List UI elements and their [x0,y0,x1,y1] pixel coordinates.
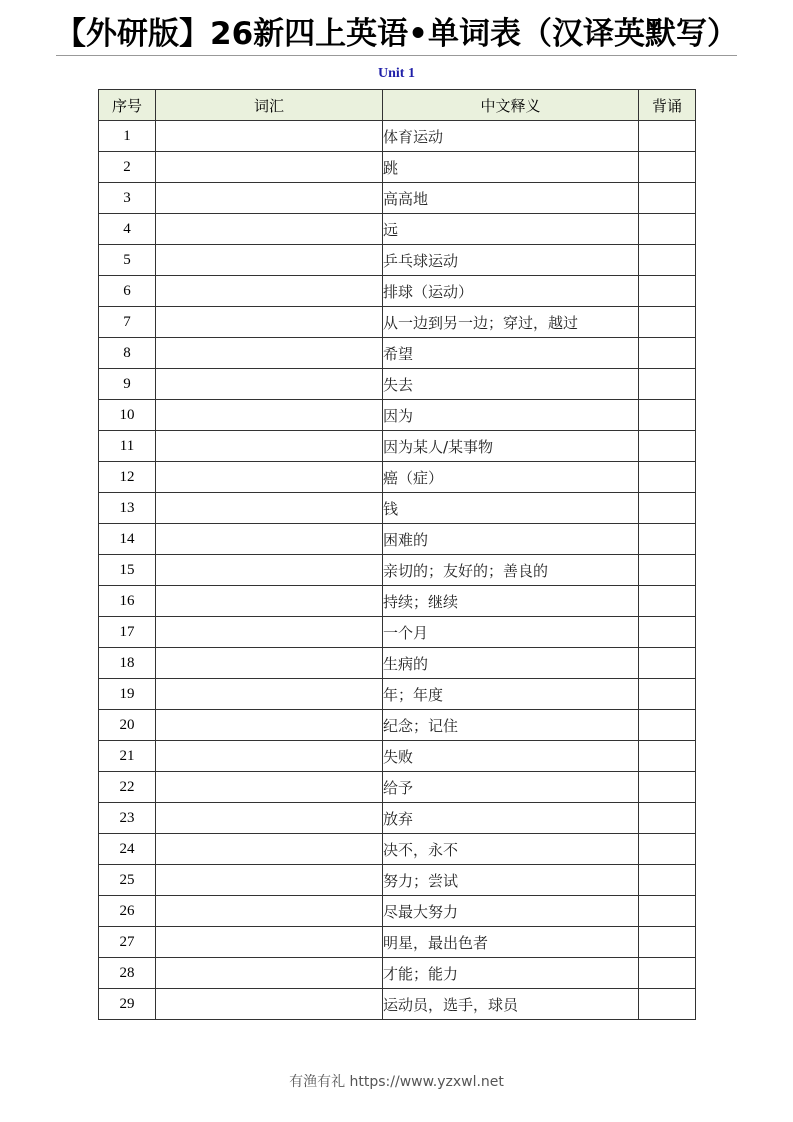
chinese-meaning: 运动员，选手，球员 [383,989,639,1020]
row-number: 9 [99,369,156,400]
table-row [99,803,696,834]
recite-check-cell[interactable] [639,214,696,245]
word-answer-cell[interactable] [156,245,383,276]
chinese-meaning: 乒乓球运动 [383,245,639,276]
word-answer-cell[interactable] [156,865,383,896]
word-answer-cell[interactable] [156,214,383,245]
word-answer-cell[interactable] [156,989,383,1020]
chinese-meaning: 才能；能力 [383,958,639,989]
chinese-meaning: 给予 [383,772,639,803]
word-answer-cell[interactable] [156,927,383,958]
chinese-meaning: 困难的 [383,524,639,555]
recite-check-cell[interactable] [639,803,696,834]
recite-check-cell[interactable] [639,431,696,462]
recite-check-cell[interactable] [639,586,696,617]
table-row [99,245,696,276]
table-row [99,679,696,710]
chinese-meaning: 明星，最出色者 [383,927,639,958]
chinese-meaning: 跳 [383,152,639,183]
row-number: 28 [99,958,156,989]
recite-check-cell[interactable] [639,524,696,555]
table-body [99,121,696,1020]
word-answer-cell[interactable] [156,803,383,834]
row-number: 12 [99,462,156,493]
word-answer-cell[interactable] [156,152,383,183]
row-number: 11 [99,431,156,462]
row-number: 2 [99,152,156,183]
row-number: 14 [99,524,156,555]
row-number: 13 [99,493,156,524]
row-number: 15 [99,555,156,586]
chinese-meaning: 生病的 [383,648,639,679]
table-row [99,121,696,152]
row-number: 26 [99,896,156,927]
table-row [99,183,696,214]
page-footer: 有渔有礼 https://www.yzxwl.net [289,1074,504,1090]
table-row [99,307,696,338]
chinese-meaning: 失败 [383,741,639,772]
word-answer-cell[interactable] [156,648,383,679]
recite-check-cell[interactable] [639,772,696,803]
row-number: 19 [99,679,156,710]
chinese-meaning: 因为 [383,400,639,431]
table-row [99,524,696,555]
row-number: 29 [99,989,156,1020]
recite-check-cell[interactable] [639,958,696,989]
word-answer-cell[interactable] [156,958,383,989]
word-answer-cell[interactable] [156,493,383,524]
chinese-meaning: 一个月 [383,617,639,648]
word-answer-cell[interactable] [156,462,383,493]
recite-check-cell[interactable] [639,865,696,896]
recite-check-cell[interactable] [639,710,696,741]
word-answer-cell[interactable] [156,307,383,338]
chinese-meaning: 持续；继续 [383,586,639,617]
chinese-meaning: 纪念；记住 [383,710,639,741]
header-meaning: 中文释义 [383,90,639,121]
row-number: 4 [99,214,156,245]
row-number: 6 [99,276,156,307]
header-number: 序号 [99,90,156,121]
row-number: 21 [99,741,156,772]
table-header-row [99,90,696,121]
word-answer-cell[interactable] [156,772,383,803]
chinese-meaning: 年；年度 [383,679,639,710]
chinese-meaning: 失去 [383,369,639,400]
word-answer-cell[interactable] [156,183,383,214]
recite-check-cell[interactable] [639,834,696,865]
chinese-meaning: 从一边到另一边；穿过，越过 [383,307,639,338]
row-number: 23 [99,803,156,834]
table-row [99,989,696,1020]
table-row [99,555,696,586]
recite-check-cell[interactable] [639,276,696,307]
recite-check-cell[interactable] [639,400,696,431]
recite-check-cell[interactable] [639,369,696,400]
recite-check-cell[interactable] [639,679,696,710]
table-row [99,431,696,462]
page-title: 【外研版】26新四上英语•单词表（汉译英默写） [55,16,738,52]
table-row [99,617,696,648]
table-row [99,741,696,772]
chinese-meaning: 排球（运动） [383,276,639,307]
chinese-meaning: 钱 [383,493,639,524]
word-answer-cell[interactable] [156,524,383,555]
row-number: 5 [99,245,156,276]
row-number: 17 [99,617,156,648]
table-row [99,462,696,493]
table-row [99,710,696,741]
recite-check-cell[interactable] [639,245,696,276]
word-answer-cell[interactable] [156,338,383,369]
word-answer-cell[interactable] [156,431,383,462]
row-number: 10 [99,400,156,431]
row-number: 8 [99,338,156,369]
table-row [99,586,696,617]
table-row [99,276,696,307]
chinese-meaning: 远 [383,214,639,245]
table-row [99,369,696,400]
word-answer-cell[interactable] [156,586,383,617]
table-row [99,493,696,524]
recite-check-cell[interactable] [639,927,696,958]
recite-check-cell[interactable] [639,555,696,586]
recite-check-cell[interactable] [639,648,696,679]
chinese-meaning: 癌（症） [383,462,639,493]
word-answer-cell[interactable] [156,710,383,741]
recite-check-cell[interactable] [639,989,696,1020]
vocabulary-table [98,89,696,1020]
chinese-meaning: 体育运动 [383,121,639,152]
recite-check-cell[interactable] [639,617,696,648]
word-answer-cell[interactable] [156,555,383,586]
word-answer-cell[interactable] [156,896,383,927]
row-number: 20 [99,710,156,741]
row-number: 3 [99,183,156,214]
recite-check-cell[interactable] [639,152,696,183]
row-number: 7 [99,307,156,338]
row-number: 24 [99,834,156,865]
word-answer-cell[interactable] [156,679,383,710]
recite-check-cell[interactable] [639,896,696,927]
table-row [99,152,696,183]
recite-check-cell[interactable] [639,121,696,152]
word-answer-cell[interactable] [156,369,383,400]
chinese-meaning: 高高地 [383,183,639,214]
table-row [99,648,696,679]
recite-check-cell[interactable] [639,493,696,524]
word-answer-cell[interactable] [156,400,383,431]
row-number: 27 [99,927,156,958]
row-number: 25 [99,865,156,896]
chinese-meaning: 决不，永不 [383,834,639,865]
chinese-meaning: 亲切的；友好的；善良的 [383,555,639,586]
table-row [99,772,696,803]
table-row [99,865,696,896]
chinese-meaning: 尽最大努力 [383,896,639,927]
table-row [99,214,696,245]
header-word: 词汇 [156,90,383,121]
word-answer-cell[interactable] [156,617,383,648]
word-answer-cell[interactable] [156,741,383,772]
chinese-meaning: 放弃 [383,803,639,834]
table-row [99,927,696,958]
recite-check-cell[interactable] [639,183,696,214]
word-answer-cell[interactable] [156,276,383,307]
title-divider [56,55,737,56]
row-number: 16 [99,586,156,617]
recite-check-cell[interactable] [639,338,696,369]
chinese-meaning: 努力；尝试 [383,865,639,896]
table-row [99,958,696,989]
table-row [99,400,696,431]
table-row [99,896,696,927]
word-answer-cell[interactable] [156,121,383,152]
unit-heading: Unit 1 [378,66,415,81]
row-number: 18 [99,648,156,679]
chinese-meaning: 因为某人/某事物 [383,431,639,462]
word-answer-cell[interactable] [156,834,383,865]
table-row [99,834,696,865]
row-number: 1 [99,121,156,152]
recite-check-cell[interactable] [639,462,696,493]
recite-check-cell[interactable] [639,307,696,338]
chinese-meaning: 希望 [383,338,639,369]
table-row [99,338,696,369]
row-number: 22 [99,772,156,803]
header-recite: 背诵 [639,90,696,121]
recite-check-cell[interactable] [639,741,696,772]
